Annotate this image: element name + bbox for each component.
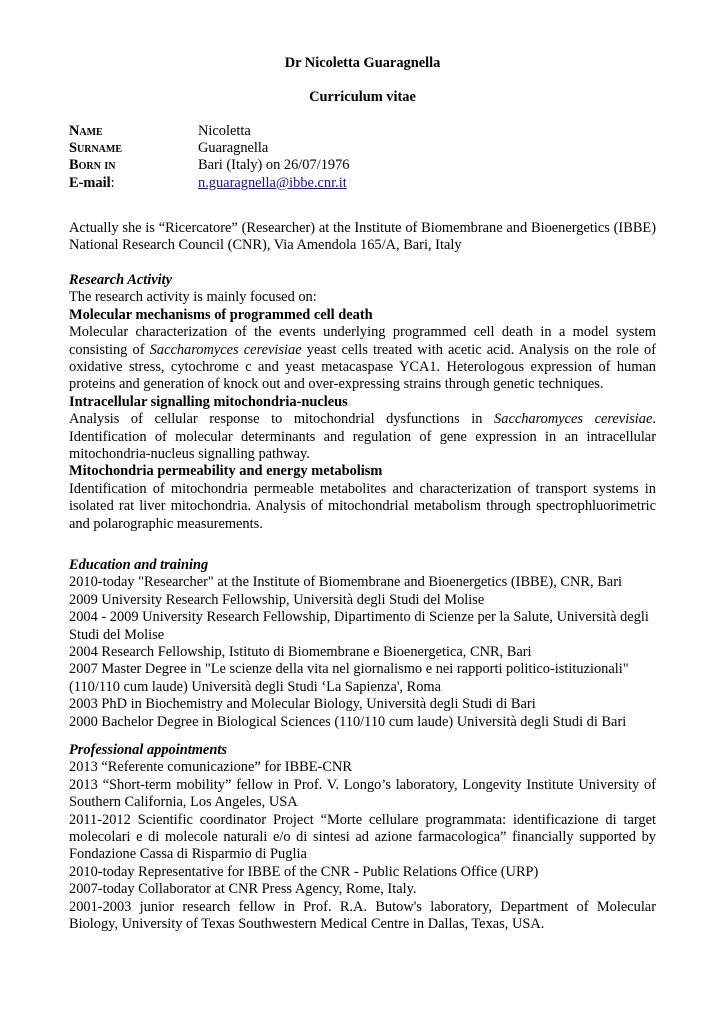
education-item: 2004 Research Fellowship, Istituto di Biomembrane e Bioenergetica, CNR, Bari (69, 644, 532, 661)
email-link[interactable]: n.guaragnella@ibbe.cnr.it (198, 174, 347, 191)
page-subtitle: Curriculum vitae (309, 89, 416, 105)
topic1-title: Molecular mechanisms of programmed cell death (69, 306, 373, 323)
appointments-heading: Professional appointments (69, 742, 227, 758)
intro-paragraph (69, 220, 656, 255)
education-heading: Education and training (69, 557, 209, 573)
email-label-cell (69, 175, 198, 192)
topic3-text: Identification of mitochondria permeable metabolites and characterization of transport systems in isolated rat liver mitochondria. Analysis of mitochondrial metabolism through spectrophluorimetric and polarographic measurements. (69, 480, 656, 532)
education-item: 2003 PhD in Biochemistry and Molecular Biology, Università degli Studi di Bari (69, 696, 536, 713)
info-row-surname (69, 140, 349, 157)
education-item: 2007 Master Degree in "Le scienze della vita nel giornalismo e nei rapporti politico-istituzionali" (110/110 cum laude) Università degli Studi ‘La Sapienza', Roma (69, 661, 629, 695)
email-label: E-mail (69, 174, 111, 191)
appointment-item: 2013 “Short-term mobility” fellow in Prof. V. Longo’s laboratory, Longevity Institute University of Southern California, Los Angeles, USA (69, 776, 656, 811)
surname-value: Guaragnella (198, 140, 269, 157)
research-heading: Research Activity (69, 272, 172, 288)
research-lead: The research activity is mainly focused on: (69, 289, 317, 306)
topic2-text-b: . Identification of molecular determinants and regulation of gene expression in an intracellular mitochondria-nucleus signalling pathway. (69, 411, 656, 463)
education-item: 2000 Bachelor Degree in Biological Sciences (110/110 cum laude) Università degli Studi di Bari (69, 713, 627, 730)
info-row-email (69, 175, 349, 192)
intro-text: Actually she is “Ricercatore” (Researcher) at the Institute of Biomembrane and Bioenergetics (IBBE) National Research Council (CNR), Via Amendola 165/A, Bari, Italy (69, 220, 656, 254)
appointments-section (69, 742, 656, 933)
appointment-item: 2013 “Referente comunicazione” for IBBE-CNR (69, 759, 352, 776)
personal-info (69, 123, 349, 192)
info-row-born (69, 157, 349, 174)
research-section (69, 272, 656, 533)
appointment-item: 2011-2012 Scientific coordinator Project “Morte cellulare programmata: identificazione di target molecolari e di molecole naturali e/o di sintesi ad azione farmacologica” financially supported by Fondazione Cassa di Risparmio di Puglia (69, 811, 656, 863)
topic1-text (69, 324, 656, 394)
topic1-species: Saccharomyces cerevisiae (149, 341, 302, 358)
topic1-text-b: yeast cells treated with acetic acid. Analysis on the role of oxidative stress, cytochrome c and yeast metacaspase YCA1. Heterologous expression of human proteins and generation of knock out and over-expressing strains through genetic techniques. (69, 341, 656, 393)
education-item: 2010-today "Researcher" at the Institute of Biomembrane and Bioenergetics (IBBE), CNR, Bari (69, 574, 622, 591)
appointment-item: 2010-today Representative for IBBE of the CNR - Public Relations Office (URP) (69, 863, 539, 880)
appointment-item: 2007-today Collaborator at CNR Press Agency, Rome, Italy. (69, 881, 417, 898)
topic2-text-a: Analysis of cellular response to mitochondrial dysfunctions in (69, 411, 495, 428)
page-title: Dr Nicoletta Guaragnella (284, 55, 441, 71)
name-label: Name (69, 123, 103, 139)
info-row-name (69, 123, 349, 140)
topic2-title: Intracellular signalling mitochondria-nucleus (69, 393, 348, 410)
education-item: 2004 - 2009 University Research Fellowship, Dipartimento di Scienze per la Salute, Università degli Studi del Molise (69, 609, 649, 643)
topic2-species: Saccharomyces cerevisiae (494, 411, 653, 428)
born-value: Bari (Italy) on 26/07/1976 (198, 157, 350, 174)
name-value: Nicoletta (198, 123, 251, 139)
topic3-title: Mitochondria permeability and energy metabolism (69, 463, 383, 480)
education-item: 2009 University Research Fellowship, Università degli Studi del Molise (69, 591, 485, 608)
appointment-item: 2001-2003 junior research fellow in Prof. R.A. Butow's laboratory, Department of Molecular Biology, University of Texas Southwestern Medical Centre in Dallas, Texas, USA. (69, 898, 656, 933)
topic2-text (69, 411, 656, 463)
born-label: Born in (69, 157, 116, 174)
email-colon: : (110, 174, 115, 191)
topic1-text-a: Molecular characterization of the events underlying programmed cell death in a model system consisting of (69, 324, 656, 358)
education-section (69, 557, 656, 731)
surname-label: Surname (69, 140, 122, 157)
